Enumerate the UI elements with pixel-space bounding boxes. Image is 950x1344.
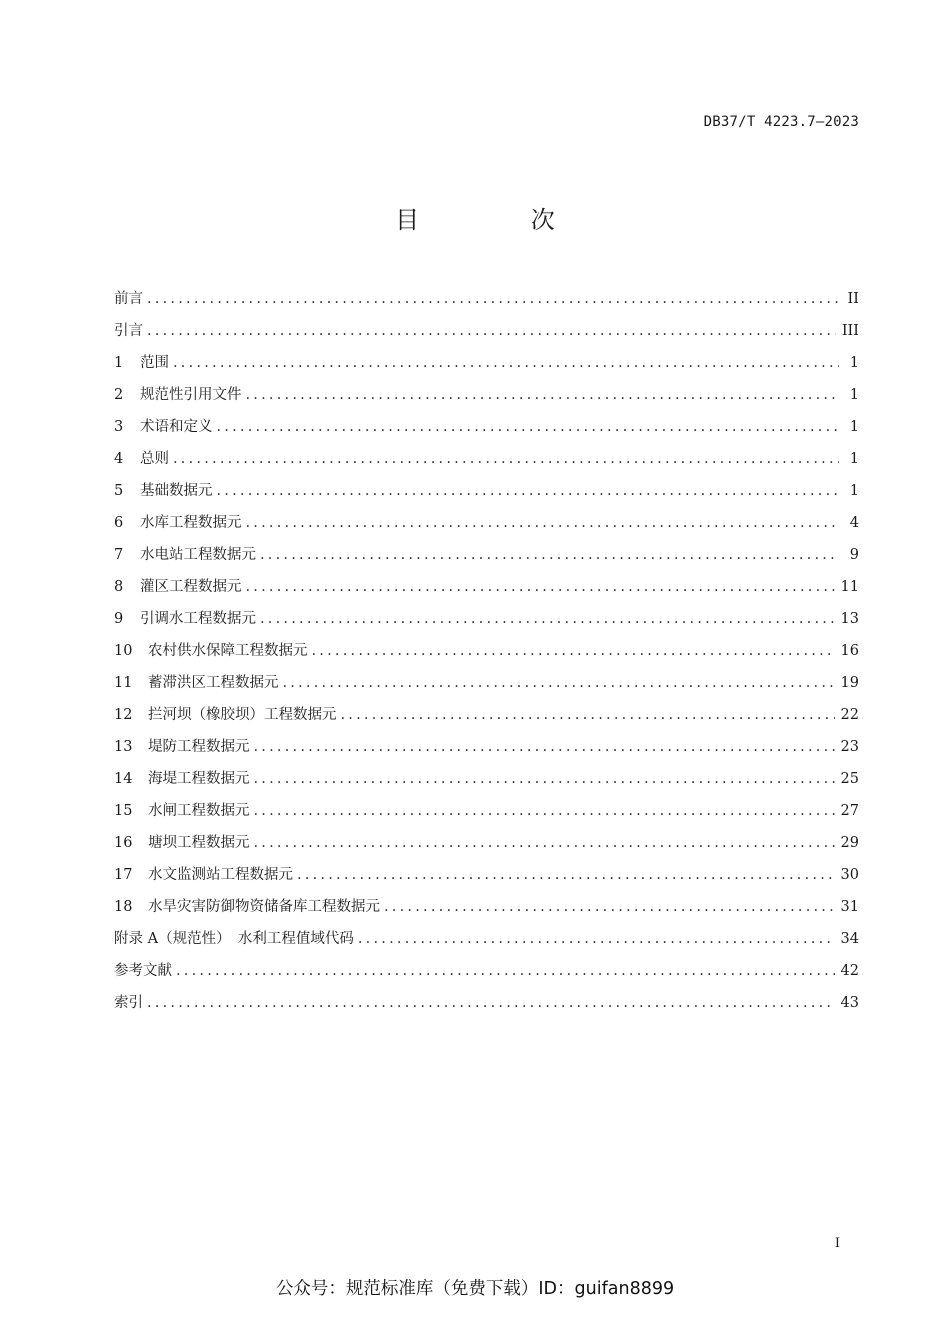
toc-entry-label: 灌区工程数据元: [140, 579, 242, 595]
toc-entry-page: 22: [840, 707, 859, 723]
toc-leader-dots: [254, 767, 835, 791]
toc-leader-dots: [254, 799, 835, 823]
toc-entry-label: 索引: [114, 995, 143, 1011]
footer-banner: 公众号：规范标准库（免费下载）ID：guifan8899: [275, 1279, 675, 1299]
toc-entry[interactable]: [114, 863, 859, 895]
toc-entry[interactable]: [114, 447, 859, 479]
toc-leader-dots: [358, 927, 835, 951]
toc-leader-dots: [260, 543, 839, 567]
toc-leader-dots: [254, 735, 835, 759]
toc-entry-label: 农村供水保障工程数据元: [148, 643, 308, 659]
document-code: DB37/T 4223.7—2023: [703, 114, 859, 130]
toc-entry[interactable]: [114, 895, 859, 927]
toc-entry-page: 42: [840, 963, 859, 979]
toc-leader-dots: [254, 831, 835, 855]
toc-entry-page: 29: [840, 835, 859, 851]
toc-entry-page: 31: [840, 899, 859, 915]
toc-entry[interactable]: [114, 767, 859, 799]
toc-entry-number: 1: [114, 355, 124, 371]
toc-entry-page: 1: [849, 419, 859, 435]
toc-entry-number: 8: [114, 579, 124, 595]
toc-entry-page: III: [841, 323, 859, 339]
toc-entry-label: 参考文献: [114, 963, 172, 979]
toc-entry-number: 14: [114, 771, 133, 787]
toc-leader-dots: [260, 607, 835, 631]
toc-entry-page: 1: [849, 483, 859, 499]
toc-entry-page: 1: [849, 451, 859, 467]
toc-entry-page: 4: [849, 515, 859, 531]
toc-entry[interactable]: [114, 415, 859, 447]
toc-leader-dots: [176, 959, 835, 983]
toc-entry-label: 总则: [140, 451, 169, 467]
toc-entry-page: 11: [840, 579, 859, 595]
toc-leader-dots: [147, 319, 836, 343]
toc-leader-dots: [217, 479, 840, 503]
toc-entry-label: 塘坝工程数据元: [148, 835, 250, 851]
toc-entry-number: 18: [114, 899, 133, 915]
toc-entry-number: 5: [114, 483, 124, 499]
toc-entry-page: 34: [840, 931, 859, 947]
toc-entry[interactable]: [114, 991, 859, 1023]
toc-entry-number: 4: [114, 451, 124, 467]
toc-entry[interactable]: [114, 479, 859, 511]
toc-entry-label: 基础数据元: [140, 483, 213, 499]
toc-entry-label: 水文监测站工程数据元: [148, 867, 293, 883]
toc-leader-dots: [384, 895, 835, 919]
toc-entry-page: 23: [840, 739, 859, 755]
toc-leader-dots: [297, 863, 835, 887]
toc-entry-page: 1: [849, 387, 859, 403]
toc-entry-label: 蓄滞洪区工程数据元: [148, 675, 279, 691]
toc-entry[interactable]: [114, 735, 859, 767]
toc-entry-page: 16: [840, 643, 859, 659]
toc-entry-page: 30: [840, 867, 859, 883]
toc-entry[interactable]: [114, 671, 859, 703]
toc-leader-dots: [246, 575, 835, 599]
page-number: I: [834, 1236, 840, 1251]
toc-entry-page: 13: [840, 611, 859, 627]
toc-entry-number: 10: [114, 643, 133, 659]
toc-entry-label: 水闸工程数据元: [148, 803, 250, 819]
toc-entry-page: II: [847, 291, 859, 307]
toc-entry-label: 水电站工程数据元: [140, 547, 256, 563]
toc-entry-number: 7: [114, 547, 124, 563]
toc-entry[interactable]: [114, 319, 859, 351]
toc-entry-label: 引调水工程数据元: [140, 611, 256, 627]
toc-entry-number: 9: [114, 611, 124, 627]
toc-leader-dots: [283, 671, 835, 695]
page-title: 目 次: [395, 206, 607, 234]
toc-entry-page: 1: [849, 355, 859, 371]
toc-leader-dots: [341, 703, 835, 727]
toc-entry-number: 16: [114, 835, 133, 851]
toc-entry-page: 25: [840, 771, 859, 787]
toc-entry[interactable]: [114, 639, 859, 671]
toc-entry-page: 19: [840, 675, 859, 691]
toc-entry-label: 水库工程数据元: [140, 515, 242, 531]
toc-leader-dots: [312, 639, 835, 663]
toc-entry[interactable]: [114, 383, 859, 415]
table-of-contents: [114, 287, 859, 1023]
toc-entry[interactable]: [114, 831, 859, 863]
toc-leader-dots: [173, 447, 839, 471]
toc-entry-page: 27: [840, 803, 859, 819]
toc-entry-number: 2: [114, 387, 124, 403]
toc-entry[interactable]: [114, 607, 859, 639]
toc-entry-label: 堤防工程数据元: [148, 739, 250, 755]
toc-leader-dots: [246, 511, 840, 535]
toc-entry-label: 引言: [114, 323, 143, 339]
toc-leader-dots: [217, 415, 840, 439]
toc-entry[interactable]: [114, 511, 859, 543]
toc-entry-label: 术语和定义: [140, 419, 213, 435]
toc-entry[interactable]: [114, 799, 859, 831]
toc-entry-label: 拦河坝（橡胶坝）工程数据元: [148, 707, 337, 723]
toc-leader-dots: [246, 383, 840, 407]
toc-entry[interactable]: [114, 351, 859, 383]
toc-entry-label: 水旱灾害防御物资储备库工程数据元: [148, 899, 380, 915]
toc-leader-dots: [147, 991, 835, 1015]
toc-entry-number: 13: [114, 739, 133, 755]
toc-entry-number: 6: [114, 515, 124, 531]
toc-entry-label: 海堤工程数据元: [148, 771, 250, 787]
toc-entry-number: 3: [114, 419, 124, 435]
toc-entry-page: 43: [840, 995, 859, 1011]
toc-leader-dots: [147, 287, 839, 311]
toc-entry[interactable]: [114, 575, 859, 607]
toc-entry[interactable]: [114, 703, 859, 735]
toc-entry-label: 前言: [114, 291, 143, 307]
toc-entry[interactable]: [114, 287, 859, 319]
toc-entry-label: 附录 A（规范性） 水利工程值域代码: [114, 931, 354, 947]
toc-entry[interactable]: [114, 927, 859, 959]
toc-leader-dots: [173, 351, 839, 375]
toc-entry-number: 12: [114, 707, 133, 723]
toc-entry-page: 9: [849, 547, 859, 563]
toc-entry-number: 17: [114, 867, 133, 883]
toc-entry[interactable]: [114, 959, 859, 991]
toc-entry-number: 11: [114, 675, 133, 691]
toc-entry[interactable]: [114, 543, 859, 575]
toc-entry-label: 范围: [140, 355, 169, 371]
toc-entry-label: 规范性引用文件: [140, 387, 242, 403]
toc-entry-number: 15: [114, 803, 133, 819]
